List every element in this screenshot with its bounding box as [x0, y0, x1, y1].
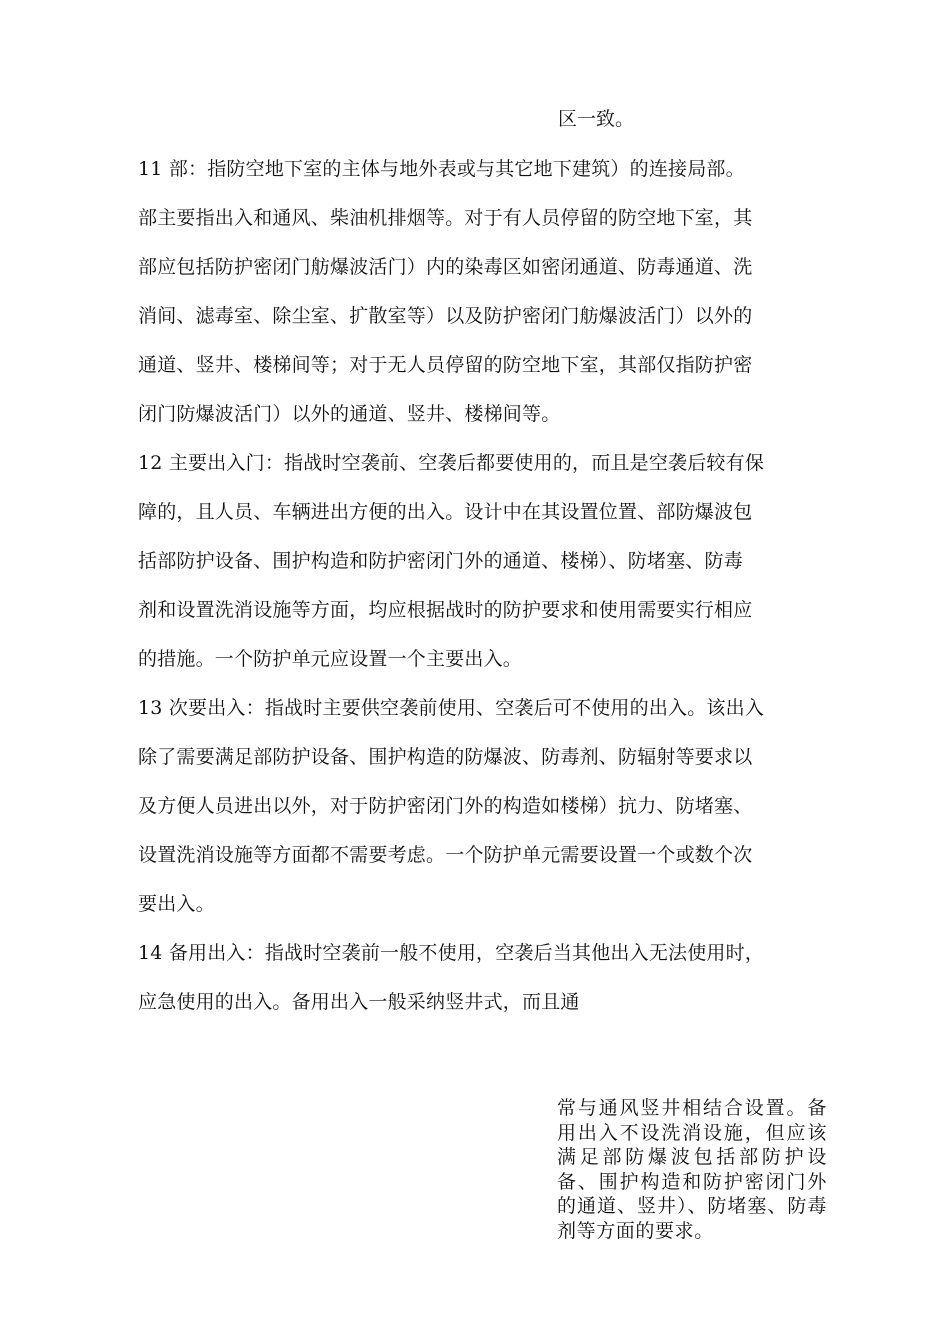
- side-note-text: 常与通风竖井相结合设置。备用出入不设洗消设施，但应该满足部防爆波包括部防护设备、围护构造和防护密闭门外的通道、竖井）、防堵塞、防毒剂等方面的要求。: [557, 1097, 827, 1242]
- paragraph-line: 及方便人员进出以外，对于防护密闭门外的构造如楼梯）抗力、防堵塞、: [138, 795, 753, 817]
- paragraph-line: 应急使用的出入。备用出入一般采纳竖井式，而且通: [138, 991, 580, 1013]
- paragraph-11: [138, 145, 828, 439]
- paragraph-line: 闭门防爆波活门）以外的通道、竖井、楼梯间等。: [138, 403, 561, 425]
- paragraph-line: 13 次要出入：指战时主要供空袭前使用、空袭后可不使用的出入。该出入: [138, 697, 765, 719]
- paragraph-line: 括部防护设备、围护构造和防护密闭门外的通道、楼梯）、防堵塞、防毒: [138, 550, 743, 572]
- paragraph-line: 的措施。一个防护单元应设置一个主要出入。: [138, 648, 523, 670]
- paragraph-line: 剂和设置洗消设施等方面，均应根据战时的防护要求和使用需要实行相应: [138, 599, 753, 621]
- paragraph-line: 部应包括防护密闭门舫爆波活门）内的染毒区如密闭通道、防毒通道、洗: [138, 256, 753, 278]
- paragraph-12: [138, 439, 828, 684]
- paragraph-line: 部主要指出入和通风、柴油机排烟等。对于有人员停留的防空地下室，其: [138, 207, 753, 229]
- paragraph-line: 通道、竖井、楼梯间等；对于无人员停留的防空地下室，其部仅指防护密: [138, 354, 753, 376]
- paragraph-line: 要出入。: [138, 893, 215, 915]
- paragraph-line: 12 主要出入门：指战时空袭前、空袭后都要使用的，而且是空袭后较有保: [138, 452, 765, 474]
- paragraph-line: 消间、滤毒室、除尘室、扩散室等）以及防护密闭门舫爆波活门）以外的: [138, 305, 753, 327]
- body-text: [138, 145, 828, 1027]
- paragraph-line: 除了需要满足部防护设备、围护构造的防爆波、防毒剂、防辐射等要求以: [138, 746, 753, 768]
- paragraph-line: 11 部：指防空地下室的主体与地外表或与其它地下建筑）的连接局部。: [138, 158, 745, 180]
- paragraph-14: [138, 929, 828, 1027]
- paragraph-line: 障的，且人员、车辆进出方便的出入。设计中在其设置位置、部防爆波包: [138, 501, 753, 523]
- continued-text-fragment: 区一致。: [558, 108, 635, 130]
- paragraph-line: 14 备用出入：指战时空袭前一般不使用，空袭后当其他出入无法使用时，: [138, 942, 765, 964]
- paragraph-line: 设置洗消设施等方面都不需要考虑。一个防护单元需要设置一个或数个次: [138, 844, 753, 866]
- paragraph-13: [138, 684, 828, 929]
